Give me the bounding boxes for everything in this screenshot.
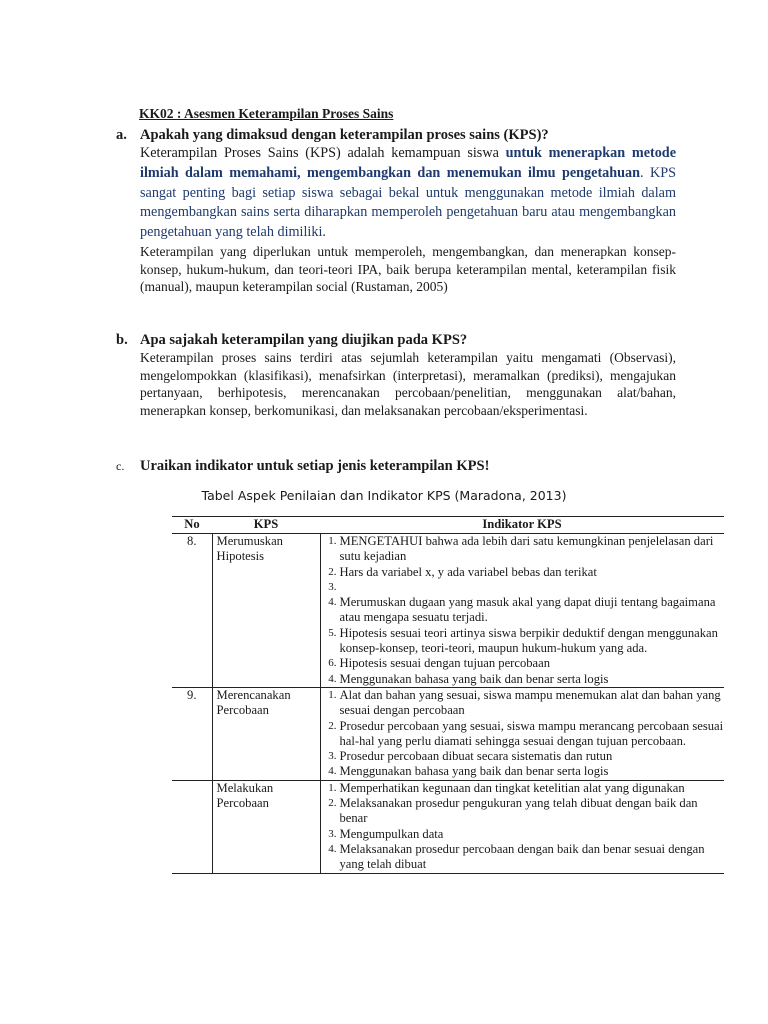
section-b-answer: Keterampilan proses sains terdiri atas sejumlah keterampilan yaitu mengamati (Observasi), mengelompokkan (klasifikasi), menafsirkan (interpretasi), meramalkan (prediksi), mengajukan pertanyaan, berhipotesis, merencanakan percobaan/penelitian, menggunakan alat/bahan, menerapkan konsep, berkomunikasi, dan melaksanakan percobaan/eksperimentasi. bbox=[140, 350, 676, 418]
indicator-item bbox=[323, 688, 725, 719]
row-kps: Melakukan Percobaan bbox=[212, 780, 320, 873]
section-b-question bbox=[116, 331, 676, 349]
row-no: 9. bbox=[172, 687, 212, 780]
indicator-number: 4. bbox=[328, 765, 337, 778]
section-a bbox=[116, 126, 676, 296]
table-row bbox=[172, 780, 724, 873]
indicator-text: Melaksanakan prosedur pengukuran yang telah dibuat dengan baik dan benar bbox=[339, 796, 698, 826]
section-b bbox=[116, 331, 676, 419]
p1-part-2-emphasis: untuk menerapkan metode ilmiah dalam memahami, mengembangkan dan menemukan ilmu pengetahuan bbox=[140, 145, 676, 181]
indicator-item bbox=[323, 565, 725, 580]
indicator-item bbox=[323, 764, 725, 779]
row-indicators bbox=[320, 780, 724, 873]
indicator-item bbox=[323, 534, 725, 565]
row-kps: Merencanakan Percobaan bbox=[212, 687, 320, 780]
indicator-item bbox=[323, 827, 725, 842]
indicator-text: Prosedur percobaan dibuat secara sistematis dan rutun bbox=[339, 749, 613, 764]
indicator-text: Menggunakan bahasa yang baik dan benar serta logis bbox=[339, 671, 609, 686]
indicator-item bbox=[323, 842, 725, 873]
header-indicator: Indikator KPS bbox=[320, 517, 724, 534]
indicator-number: 3. bbox=[328, 827, 337, 840]
section-c-question bbox=[116, 457, 676, 475]
indicator-number: 1. bbox=[328, 535, 337, 547]
indicator-number: 4. bbox=[328, 596, 337, 609]
table-title: Tabel Aspek Penilaian dan Indikator KPS (Maradona, 2013) bbox=[201, 488, 567, 503]
row-indicators bbox=[320, 687, 724, 780]
indicator-number: 6. bbox=[328, 657, 337, 670]
row-indicators bbox=[320, 534, 724, 688]
indicator-text: Merumuskan dugaan yang masuk akal yang dapat diuji tentang bagaimana atau mengapa sesuatu terjadi. bbox=[339, 595, 716, 625]
indicator-number: 4. bbox=[328, 842, 337, 855]
table-header-row bbox=[172, 517, 724, 534]
indicator-text: Hipotesis sesuai dengan tujuan percobaan bbox=[339, 656, 551, 671]
indicator-text: Hars da variabel x, y ada variabel bebas dan terikat bbox=[339, 564, 597, 579]
document-heading: KK02 : Asesmen Keterampilan Proses Sains bbox=[139, 106, 394, 121]
kps-table bbox=[172, 516, 724, 874]
section-b-letter: b. bbox=[116, 332, 128, 348]
section-a-question bbox=[116, 126, 676, 144]
indicator-item bbox=[323, 749, 725, 764]
section-c-question-text: Uraikan indikator untuk setiap jenis keterampilan KPS! bbox=[140, 458, 490, 474]
section-a-paragraph-2: Keterampilan yang diperlukan untuk memperoleh, mengembangkan, dan menerapkan konsep-konsep, hukum-hukum, dan teori-teori IPA, baik berupa keterampilan mental, keterampilan fisik (manual), maupun keterampilan social (Rustaman, 2005) bbox=[140, 243, 676, 295]
indicator-item bbox=[323, 595, 725, 626]
indicator-text: MENGETAHUI bahwa ada lebih dari satu kemungkinan penjelelasan dari sutu kejadian bbox=[339, 534, 714, 564]
header-no: No bbox=[172, 517, 212, 534]
header-kps: KPS bbox=[212, 517, 320, 534]
indicator-number: 4. bbox=[328, 672, 337, 685]
section-a-letter: a. bbox=[116, 127, 127, 143]
section-a-question-text: Apakah yang dimaksud dengan keterampilan proses sains (KPS)? bbox=[140, 127, 549, 143]
indicator-number: 3. bbox=[328, 580, 337, 593]
indicator-item bbox=[323, 580, 725, 595]
indicator-text: Hipotesis sesuai teori artinya siswa berpikir deduktif dengan menggunakan konsep-konsep, teori-teori, maupun hukum-hukum yang ada. bbox=[339, 625, 718, 656]
indicator-text: Menggunakan bahasa yang baik dan benar serta logis bbox=[339, 764, 609, 779]
section-b-question-text: Apa sajakah keterampilan yang diujikan pada KPS? bbox=[140, 332, 468, 348]
indicator-text: Prosedur percobaan yang sesuai, siswa mampu merancang percobaan sesuai hal-hal yang perlu diamati sehingga sesuai dengan tujuan percobaan. bbox=[339, 718, 724, 748]
section-a-paragraph-1 bbox=[140, 144, 676, 243]
indicator-item bbox=[323, 796, 725, 827]
table-row bbox=[172, 687, 724, 780]
indicator-item bbox=[323, 781, 725, 796]
section-a-answer bbox=[140, 144, 676, 296]
indicator-text: Alat dan bahan yang sesuai, siswa mampu menemukan alat dan bahan yang sesuai dengan percobaan bbox=[339, 687, 721, 718]
indicator-number: 1. bbox=[328, 688, 337, 701]
row-kps: Merumuskan Hipotesis bbox=[212, 534, 320, 688]
table-row bbox=[172, 534, 724, 688]
section-c-letter: c. bbox=[116, 459, 125, 473]
section-c bbox=[116, 457, 676, 475]
indicator-number: 2. bbox=[328, 797, 337, 810]
indicator-number: 5. bbox=[328, 626, 337, 639]
indicator-text: Mengumpulkan data bbox=[339, 826, 444, 841]
indicator-number: 3. bbox=[328, 750, 337, 763]
row-no: 8. bbox=[172, 534, 212, 688]
indicator-item bbox=[323, 719, 725, 750]
indicator-text: Memperhatikan kegunaan dan tingkat ketelitian alat yang digunakan bbox=[339, 780, 685, 795]
indicator-item bbox=[323, 656, 725, 671]
indicator-item bbox=[323, 626, 725, 657]
indicator-item bbox=[323, 672, 725, 687]
indicator-number: 2. bbox=[328, 719, 337, 732]
p1-part-1: Keterampilan Proses Sains (KPS) adalah kemampuan siswa bbox=[140, 145, 506, 161]
p1-part-3: . KPS sangat penting bagi setiap siswa sebagai bekal untuk menggunakan metode ilmiah dalam mengembangkan sains serta diharapkan memperoleh pengetahuan baru atau mengembangkan pengetahuan yang telah dimiliki. bbox=[140, 164, 677, 241]
indicator-text: Melaksanakan prosedur percobaan dengan baik dan benar sesuai dengan yang telah dibuat bbox=[339, 841, 705, 872]
indicator-number: 2. bbox=[328, 565, 337, 578]
row-no bbox=[172, 780, 212, 873]
indicator-number: 1. bbox=[328, 781, 337, 794]
